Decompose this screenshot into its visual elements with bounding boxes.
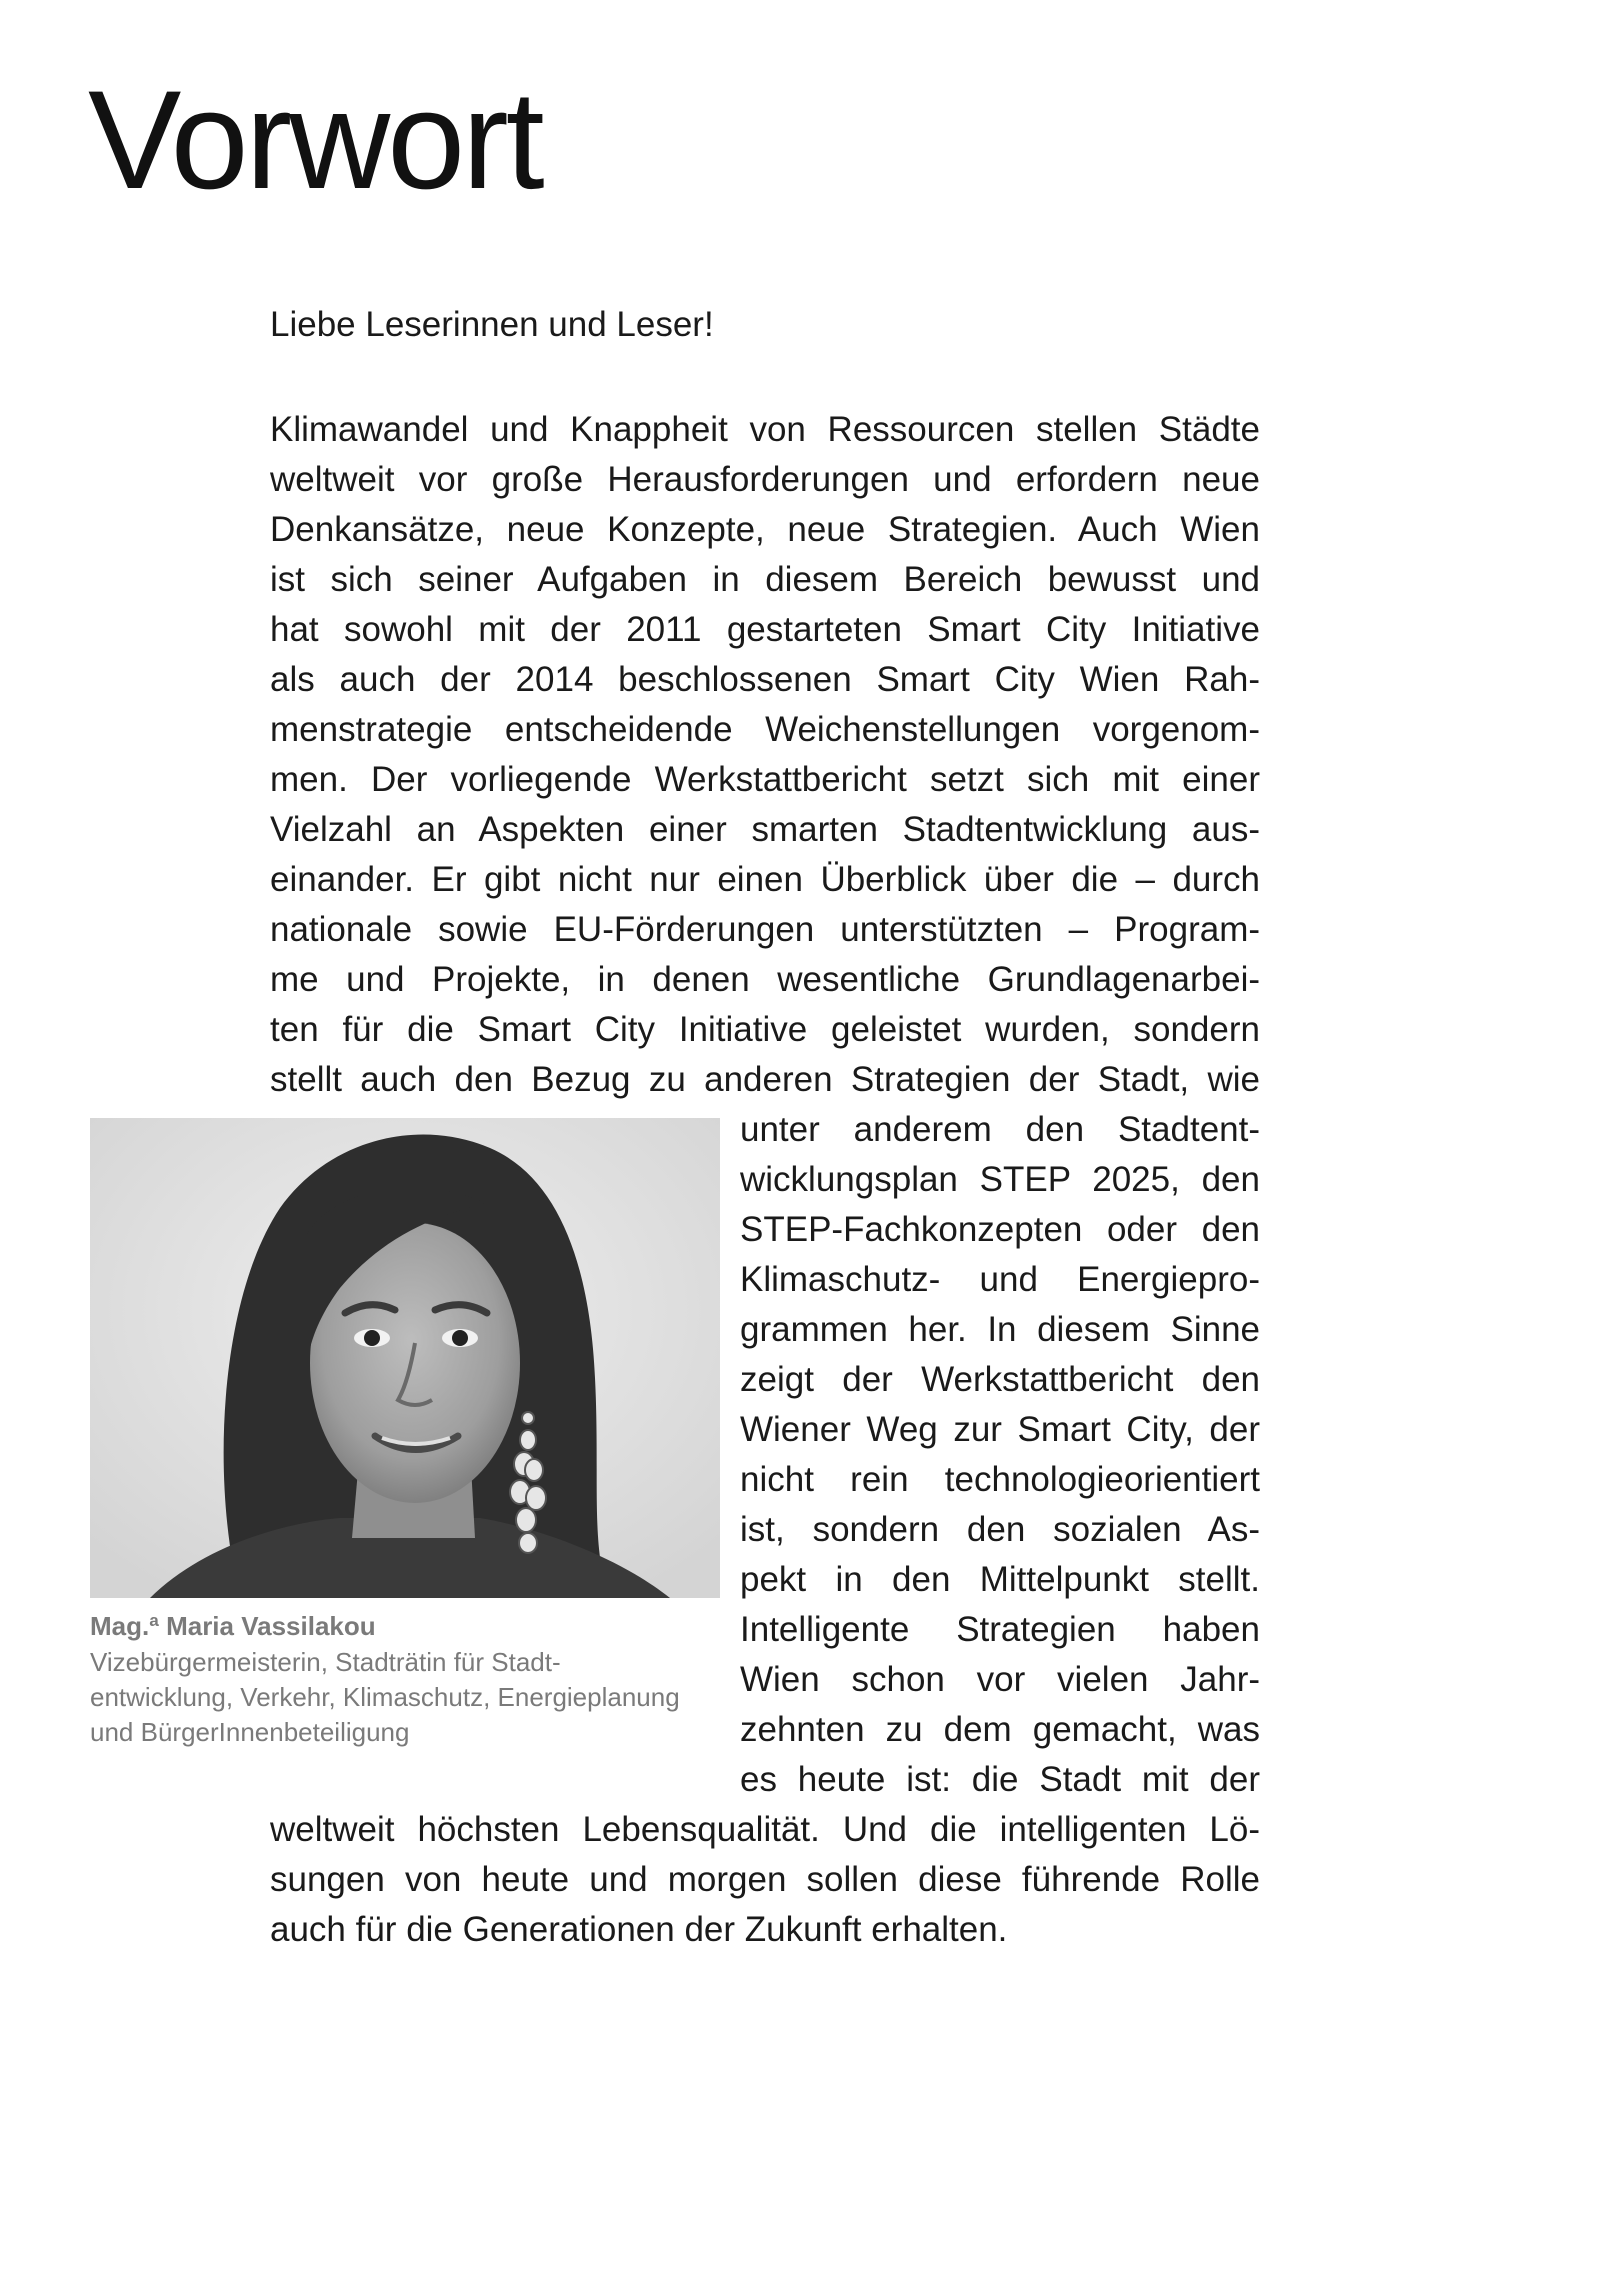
body-line: stellt auch den Bezug zu anderen Strategien der Stadt, wie xyxy=(270,1060,1260,1099)
body-line: Denkansätze, neue Konzepte, neue Strategien. Auch Wien xyxy=(270,510,1260,549)
body-line: hat sowohl mit der 2011 gestarteten Smart City Initiative xyxy=(270,610,1260,649)
body-line: zehnten zu dem gemacht, was xyxy=(740,1710,1260,1749)
body-line: sungen von heute und morgen sollen diese führende Rolle xyxy=(270,1860,1260,1899)
body-line: nicht rein technologieorientiert xyxy=(740,1460,1260,1499)
body-line: auch für die Generationen der Zukunft erhalten. xyxy=(270,1910,1008,1949)
body-line: als auch der 2014 beschlossenen Smart City Wien Rah- xyxy=(270,660,1260,699)
body-line: nationale sowie EU-Förderungen unterstützten – Program- xyxy=(270,910,1260,949)
body-line: STEP-Fachkonzepten oder den xyxy=(740,1210,1260,1249)
body-line: Klimawandel und Knappheit von Ressourcen stellen Städte xyxy=(270,410,1260,449)
body-line: es heute ist: die Stadt mit der xyxy=(740,1760,1260,1799)
caption-name: Mag.ª Maria Vassilakou xyxy=(90,1611,376,1641)
body-line: Klimaschutz- und Energiepro- xyxy=(740,1260,1260,1299)
greeting: Liebe Leserinnen und Leser! xyxy=(270,305,714,344)
body-line: Intelligente Strategien haben xyxy=(740,1610,1260,1649)
body-line: pekt in den Mittelpunkt stellt. xyxy=(740,1560,1260,1599)
caption-role-line: und BürgerInnenbeteiligung xyxy=(90,1717,410,1747)
page-title: Vorwort xyxy=(88,61,542,218)
body-line: einander. Er gibt nicht nur einen Überblick über die – durch xyxy=(270,860,1260,899)
body-line: me und Projekte, in denen wesentliche Grundlagenarbei- xyxy=(270,960,1260,999)
body-line: Wien schon vor vielen Jahr- xyxy=(740,1660,1260,1699)
body-line: weltweit höchsten Lebensqualität. Und die intelligenten Lö- xyxy=(270,1810,1260,1849)
portrait-photo xyxy=(90,1118,720,1598)
body-line: weltweit vor große Herausforderungen und erfordern neue xyxy=(270,460,1260,499)
body-line: ist sich seiner Aufgaben in diesem Bereich bewusst und xyxy=(270,560,1260,599)
body-line: ten für die Smart City Initiative geleistet wurden, sondern xyxy=(270,1010,1260,1049)
body-line: wicklungsplan STEP 2025, den xyxy=(740,1160,1260,1199)
caption-role-line: entwicklung, Verkehr, Klimaschutz, Energieplanung xyxy=(90,1682,680,1712)
body-line: unter anderem den Stadtent- xyxy=(740,1110,1260,1149)
body-line: zeigt der Werkstattbericht den xyxy=(740,1360,1260,1399)
body-line: menstrategie entscheidende Weichenstellungen vorgenom- xyxy=(270,710,1260,749)
body-line: grammen her. In diesem Sinne xyxy=(740,1310,1260,1349)
body-line: Vielzahl an Aspekten einer smarten Stadtentwicklung aus- xyxy=(270,810,1260,849)
body-line: Wiener Weg zur Smart City, der xyxy=(740,1410,1260,1449)
body-line: men. Der vorliegende Werkstattbericht setzt sich mit einer xyxy=(270,760,1260,799)
caption-role-line: Vizebürgermeisterin, Stadträtin für Stadt- xyxy=(90,1647,561,1677)
body-line: ist, sondern den sozialen As- xyxy=(740,1510,1260,1549)
